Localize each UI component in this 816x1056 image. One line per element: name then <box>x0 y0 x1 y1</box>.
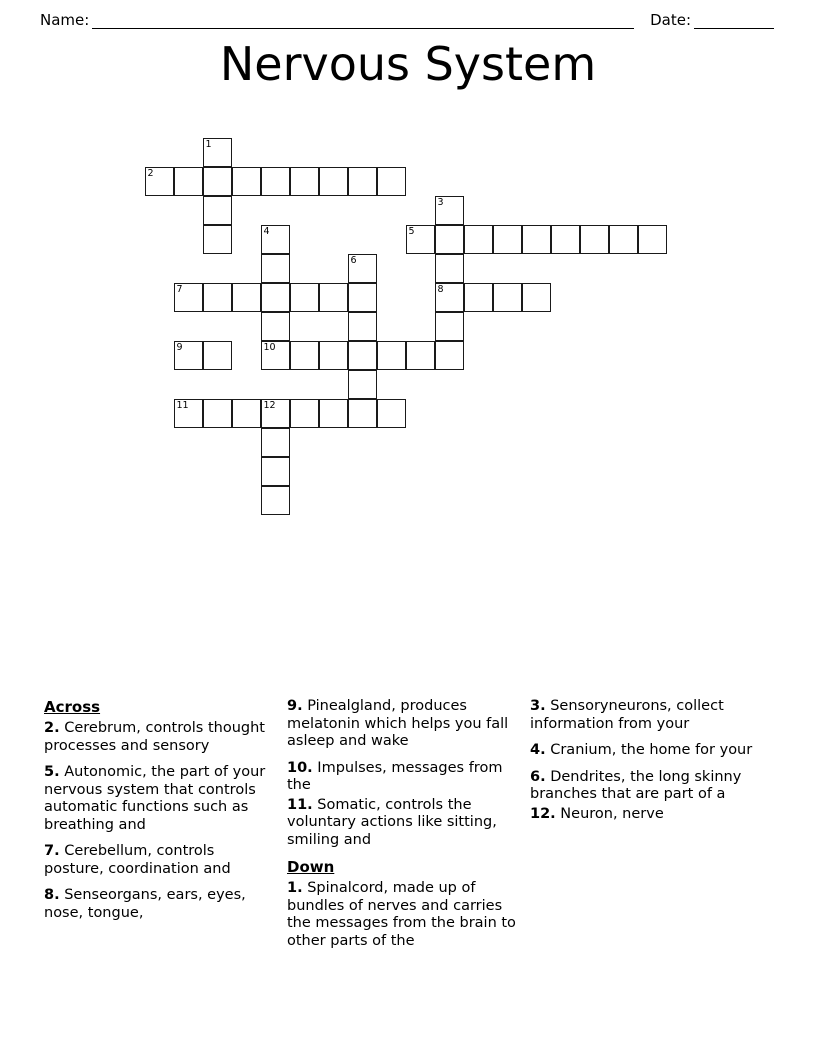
grid-cell-number: 3 <box>437 197 444 208</box>
clue-number: 7. <box>44 843 60 859</box>
clue-text: Dendrites, the long skinny branches that are part of a <box>530 768 742 802</box>
clue-number: 3. <box>530 698 546 714</box>
clue-text: Cranium, the home for your <box>545 742 753 758</box>
grid-cell[interactable] <box>203 283 232 312</box>
grid-cell[interactable] <box>493 283 522 312</box>
grid-cell[interactable] <box>580 225 609 254</box>
clue-down-1 <box>287 880 516 950</box>
grid-cell-number: 11 <box>176 400 189 411</box>
crossword-grid <box>145 138 685 528</box>
clue-number: 12. <box>530 805 556 822</box>
clue-text: Cerebrum, controls thought processes and sensory <box>44 720 265 754</box>
grid-cell[interactable] <box>464 283 493 312</box>
grid-cell-number: 7 <box>176 284 183 295</box>
clue-across-8 <box>44 887 273 922</box>
grid-cell[interactable] <box>145 167 174 196</box>
across-heading: Across <box>44 698 101 716</box>
grid-cell[interactable] <box>290 399 319 428</box>
grid-cell[interactable] <box>319 341 348 370</box>
worksheet-header <box>0 0 816 30</box>
grid-cell[interactable] <box>203 341 232 370</box>
grid-cell-number: 4 <box>263 226 270 237</box>
clue-number: 1. <box>287 880 303 896</box>
grid-cell[interactable] <box>203 138 232 167</box>
grid-cell[interactable] <box>261 428 290 457</box>
page-title: Nervous System <box>219 37 597 91</box>
grid-cell[interactable] <box>290 167 319 196</box>
clues-section <box>0 698 816 978</box>
grid-cell[interactable] <box>174 283 203 312</box>
grid-cell[interactable] <box>261 283 290 312</box>
grid-cell[interactable] <box>203 399 232 428</box>
grid-cell[interactable] <box>348 312 377 341</box>
date-blank-line[interactable] <box>694 13 774 29</box>
grid-cell[interactable] <box>435 312 464 341</box>
grid-cell[interactable] <box>232 283 261 312</box>
clue-column-2 <box>287 698 530 959</box>
grid-cell[interactable] <box>261 225 290 254</box>
clue-across-5 <box>44 764 273 834</box>
grid-cell[interactable] <box>319 283 348 312</box>
clue-across-9 <box>287 698 516 751</box>
clue-number: 6. <box>530 768 546 785</box>
clue-across-2 <box>44 720 273 755</box>
grid-cell[interactable] <box>319 399 348 428</box>
clue-down-3 <box>530 698 758 733</box>
grid-cell[interactable] <box>348 399 377 428</box>
grid-cell[interactable] <box>522 225 551 254</box>
grid-cell[interactable] <box>348 254 377 283</box>
grid-cell[interactable] <box>232 167 261 196</box>
grid-cell[interactable] <box>261 167 290 196</box>
clue-down-6 <box>530 769 758 804</box>
grid-cell[interactable] <box>435 283 464 312</box>
clue-text: Sensoryneurons, collect information from your <box>530 698 724 732</box>
clue-number: 2. <box>44 720 60 736</box>
clue-number: 10. <box>287 759 313 776</box>
grid-cell[interactable] <box>609 225 638 254</box>
grid-cell[interactable] <box>464 225 493 254</box>
grid-cell[interactable] <box>435 225 464 254</box>
clue-text: Senseorgans, ears, eyes, nose, tongue, <box>44 887 246 921</box>
grid-cell[interactable] <box>435 341 464 370</box>
grid-cell[interactable] <box>406 225 435 254</box>
clue-text: Pinealgland, produces melatonin which helps you fall asleep and wake <box>287 698 509 749</box>
grid-cell-number: 6 <box>350 255 357 266</box>
grid-cell[interactable] <box>406 341 435 370</box>
grid-cell[interactable] <box>493 225 522 254</box>
grid-cell[interactable] <box>261 254 290 283</box>
grid-cell[interactable] <box>377 399 406 428</box>
grid-cell-number: 9 <box>176 342 183 353</box>
clue-text: Impulses, messages from the <box>287 759 503 793</box>
clue-text: Autonomic, the part of your nervous system that controls automatic functions such as breathing and <box>44 764 266 833</box>
clue-across-7 <box>44 843 273 878</box>
grid-cell[interactable] <box>377 167 406 196</box>
grid-cell-number: 1 <box>205 139 212 150</box>
clue-number: 11. <box>287 796 313 813</box>
clue-down-12 <box>530 806 758 824</box>
grid-cell[interactable] <box>232 399 261 428</box>
grid-cell-number: 10 <box>263 342 276 353</box>
date-label: Date: <box>650 11 691 29</box>
grid-cell[interactable] <box>551 225 580 254</box>
clue-text: Neuron, nerve <box>555 805 664 822</box>
grid-cell[interactable] <box>203 196 232 225</box>
grid-cell[interactable] <box>435 254 464 283</box>
clue-down-4 <box>530 742 758 760</box>
grid-cell[interactable] <box>290 283 319 312</box>
grid-cell[interactable] <box>261 486 290 515</box>
clue-number: 4. <box>530 742 546 758</box>
grid-cell[interactable] <box>261 399 290 428</box>
grid-cell-number: 12 <box>263 400 276 411</box>
grid-cell[interactable] <box>261 312 290 341</box>
clue-text: Spinalcord, made up of bundles of nerves and carries the messages from the brain to other parts of the <box>287 880 516 949</box>
grid-cell[interactable] <box>522 283 551 312</box>
grid-cell[interactable] <box>261 341 290 370</box>
clue-text: Cerebellum, controls posture, coordination and <box>44 843 231 877</box>
clue-across-10 <box>287 760 516 795</box>
grid-cell[interactable] <box>174 399 203 428</box>
grid-cell[interactable] <box>348 167 377 196</box>
grid-cell[interactable] <box>174 167 203 196</box>
grid-cell[interactable] <box>348 370 377 399</box>
grid-cell[interactable] <box>290 341 319 370</box>
grid-cell[interactable] <box>203 167 232 196</box>
clue-column-1 <box>44 698 287 931</box>
grid-cell[interactable] <box>319 167 348 196</box>
name-blank-line[interactable] <box>92 13 634 29</box>
clue-column-3 <box>530 698 772 832</box>
name-label: Name: <box>40 11 90 29</box>
grid-cell-number: 2 <box>147 168 154 179</box>
clue-number: 9. <box>287 698 303 714</box>
grid-cell[interactable] <box>435 196 464 225</box>
down-heading: Down <box>287 858 335 876</box>
clue-text: Somatic, controls the voluntary actions like sitting, smiling and <box>287 796 497 848</box>
grid-cell[interactable] <box>174 341 203 370</box>
grid-cell-number: 5 <box>408 226 415 237</box>
clue-number: 5. <box>44 764 60 780</box>
grid-cell[interactable] <box>348 341 377 370</box>
clue-number: 8. <box>44 887 60 903</box>
grid-cell-number: 8 <box>437 284 444 295</box>
clue-across-11 <box>287 797 516 850</box>
grid-cell[interactable] <box>638 225 667 254</box>
grid-cell[interactable] <box>203 225 232 254</box>
grid-cell[interactable] <box>348 283 377 312</box>
grid-cell[interactable] <box>377 341 406 370</box>
grid-cell[interactable] <box>261 457 290 486</box>
